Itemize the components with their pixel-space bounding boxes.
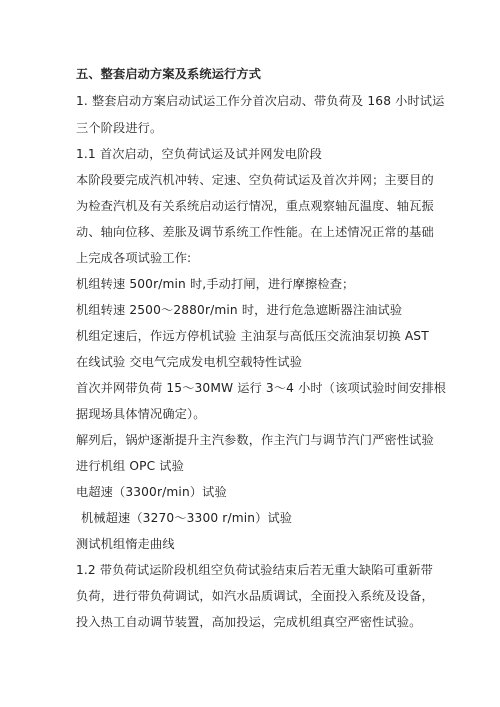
paragraph-line: 在线试验 交电气完成发电机空载特性试验 xyxy=(76,355,303,369)
subsection-heading: 1.1 首次启动，空负荷试运及试并网发电阶段 xyxy=(76,147,322,161)
section-heading: 五、整套启动方案及系统运行方式 xyxy=(76,67,262,81)
paragraph-line: 本阶段要完成汽机冲转、定速、空负荷试运及首次并网；主要目的 xyxy=(76,173,434,187)
paragraph-line: 投入热工自动调节装置，高加投运，完成机组真空严密性试验。 xyxy=(76,615,422,629)
paragraph-line: 1. 整套启动方案启动试运工作分首次启动、带负荷及 168 小时试运 xyxy=(76,94,445,108)
subsection-heading: 1.2 带负荷试运阶段机组空负荷试验结束后若无重大缺陷可重新带 xyxy=(76,563,433,577)
paragraph-line: 动、轴向位移、差胀及调节系统工作性能。在上述情况正常的基础 xyxy=(76,225,434,239)
paragraph-line: 电超速（3300r/min）试验 xyxy=(76,485,227,499)
paragraph-line: 据现场具体情况确定）。 xyxy=(76,407,206,421)
paragraph-line: 机械超速（3270～3300 r/min）试验 xyxy=(81,511,293,525)
paragraph-line: 解列后，锅炉逐渐提升主汽参数，作主汽门与调节汽门严密性试验 xyxy=(76,433,434,447)
paragraph-line: 机组定速后，作远方停机试验 主油泵与高低压交流油泵切换 AST xyxy=(76,329,429,343)
paragraph-line: 机组转速 2500～2880r/min 时，进行危急遮断器注油试验 xyxy=(76,303,403,317)
paragraph-line: 三个阶段进行。 xyxy=(76,121,163,135)
paragraph-line: 首次并网带负荷 15～30MW 运行 3～4 小时（该项试验时间安排根 xyxy=(76,381,447,395)
paragraph-line: 机组转速 500r/min 时,手动打闸，进行摩擦检查； xyxy=(76,277,355,291)
paragraph-line: 进行机组 OPC 试验 xyxy=(76,459,184,473)
paragraph-line: 负荷，进行带负荷调试，如汽水品质调试，全面投入系统及设备， xyxy=(76,589,434,603)
paragraph-line: 测试机组惰走曲线 xyxy=(76,537,175,551)
paragraph-line: 上完成各项试验工作: xyxy=(76,251,192,265)
paragraph-line: 为检查汽机及有关系统启动运行情况，重点观察轴瓦温度、轴瓦振 xyxy=(76,199,434,213)
